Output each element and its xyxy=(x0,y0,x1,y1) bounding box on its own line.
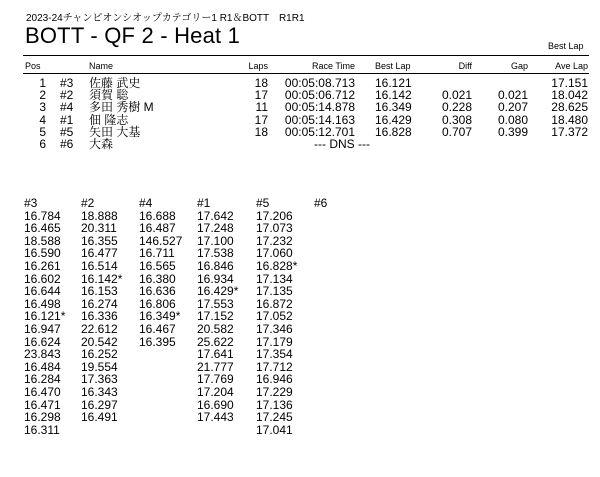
header-diff: Diff xyxy=(458,61,472,71)
row-race-time: --- DNS --- xyxy=(314,137,370,151)
lap-column xyxy=(197,197,238,424)
row-driver-name: 大森 xyxy=(89,137,114,151)
lap-time: 17.354 xyxy=(256,347,293,362)
row-pos: 6 xyxy=(39,137,46,151)
row-car-number: #2 xyxy=(60,88,74,103)
lap-time: 16.343 xyxy=(81,384,118,399)
row-driver-name: 佐藤 武史 xyxy=(89,76,141,90)
lap-time: 16.688 xyxy=(139,208,176,223)
lap-time: 16.590 xyxy=(24,246,61,261)
lap-column-car: #4 xyxy=(139,196,153,210)
header-gap: Gap xyxy=(510,61,528,71)
lap-time: 16.467 xyxy=(139,321,176,336)
lap-time: 16.846 xyxy=(197,258,234,273)
lap-time: 17.136 xyxy=(256,397,293,412)
lap-time: 16.690 xyxy=(197,397,234,412)
lap-time: 16.624 xyxy=(24,334,61,349)
lap-time: 17.346 xyxy=(256,321,293,336)
lap-time: 17.245 xyxy=(256,410,293,425)
lap-time: 17.179 xyxy=(256,334,293,349)
row-diff: 0.228 xyxy=(441,100,472,115)
row-race-time: 00:05:14.878 xyxy=(284,100,355,115)
row-driver-name: 佃 隆志 xyxy=(89,112,129,127)
lap-time: 16.252 xyxy=(81,347,118,362)
lap-time: 16.349* xyxy=(139,309,181,324)
row-pos: 3 xyxy=(39,100,46,115)
lap-time: 16.872 xyxy=(256,296,293,311)
lap-time: 17.641 xyxy=(197,347,234,362)
row-gap: 0.399 xyxy=(497,124,528,139)
lap-column-car: #1 xyxy=(197,196,211,210)
lap-time: 16.644 xyxy=(24,284,61,299)
header-laps: Laps xyxy=(248,61,268,71)
lap-time: 17.073 xyxy=(256,221,293,236)
lap-time: 16.336 xyxy=(81,309,118,324)
row-best-lap: 16.828 xyxy=(375,124,412,139)
lap-time: 22.612 xyxy=(81,321,118,336)
row-diff: 0.308 xyxy=(441,112,472,127)
lap-time: 17.232 xyxy=(256,233,293,248)
lap-time: 16.395 xyxy=(139,334,176,349)
row-car-number: #6 xyxy=(60,137,74,151)
row-laps: 18 xyxy=(254,76,268,90)
lap-column xyxy=(256,197,297,436)
lap-time: 20.582 xyxy=(197,321,234,336)
best-lap-heading: Best Lap xyxy=(548,41,584,51)
row-pos: 5 xyxy=(39,124,46,139)
lap-time: 17.769 xyxy=(197,372,234,387)
lap-time: 16.470 xyxy=(24,384,61,399)
lap-time: 23.843 xyxy=(24,347,61,362)
row-best-lap: 16.349 xyxy=(375,100,412,115)
row-driver-name: 須賀 聡 xyxy=(89,88,129,103)
lap-time: 17.642 xyxy=(197,208,234,223)
lap-time: 16.142* xyxy=(81,271,123,286)
row-race-time: 00:05:08.713 xyxy=(284,76,355,90)
lap-column xyxy=(139,197,182,348)
lap-column xyxy=(24,197,65,436)
lap-time: 17.060 xyxy=(256,246,293,261)
lap-time: 17.134 xyxy=(256,271,293,286)
header-pos: Pos xyxy=(25,61,41,71)
lap-time: 19.554 xyxy=(81,359,118,374)
row-pos: 4 xyxy=(39,112,46,127)
lap-time: 16.484 xyxy=(24,359,61,374)
header-divider xyxy=(23,73,589,74)
row-ave-lap: 18.042 xyxy=(551,88,588,103)
lap-column xyxy=(81,197,122,424)
lap-time: 16.636 xyxy=(139,284,176,299)
row-race-time: 00:05:12.701 xyxy=(284,124,355,139)
lap-time: 16.274 xyxy=(81,296,118,311)
lap-time: 18.588 xyxy=(24,233,61,248)
row-gap: 0.021 xyxy=(497,88,528,103)
title-underline xyxy=(23,55,589,56)
row-driver-name: 矢田 大基 xyxy=(89,124,141,139)
lap-time: 16.121* xyxy=(24,309,66,324)
row-diff: 0.707 xyxy=(441,124,472,139)
lap-time: 16.487 xyxy=(139,221,176,236)
lap-time: 16.261 xyxy=(24,258,61,273)
row-ave-lap: 18.480 xyxy=(551,112,588,127)
lap-time: 16.602 xyxy=(24,271,61,286)
row-gap: 0.207 xyxy=(497,100,528,115)
lap-time: 16.284 xyxy=(24,372,61,387)
header-race-time: Race Time xyxy=(311,61,355,71)
lap-column-car: #3 xyxy=(24,196,38,210)
row-ave-lap: 17.151 xyxy=(551,76,588,90)
lap-time: 17.041 xyxy=(256,422,293,437)
lap-time: 146.527 xyxy=(139,233,183,248)
row-car-number: #5 xyxy=(60,124,74,139)
lap-time: 17.100 xyxy=(197,233,234,248)
lap-time: 20.542 xyxy=(81,334,118,349)
lap-time: 16.565 xyxy=(139,258,176,273)
page-title: BOTT - QF 2 - Heat 1 xyxy=(25,23,241,48)
lap-time: 17.248 xyxy=(197,221,234,236)
lap-time: 16.946 xyxy=(256,372,293,387)
lap-time: 17.152 xyxy=(197,309,234,324)
row-laps: 11 xyxy=(255,100,268,115)
lap-time: 16.947 xyxy=(24,321,61,336)
lap-time: 17.538 xyxy=(197,246,234,261)
lap-time: 17.204 xyxy=(197,384,234,399)
row-ave-lap: 28.625 xyxy=(551,100,588,115)
row-best-lap: 16.121 xyxy=(375,76,412,90)
row-car-number: #1 xyxy=(60,112,74,127)
row-pos: 1 xyxy=(39,76,46,90)
event-subtitle: 2023-24チャンピオンシオップカテゴリー1 R1＆BOTT R1R1 xyxy=(26,13,305,24)
header-ave-lap: Ave Lap xyxy=(555,61,588,71)
lap-time: 17.712 xyxy=(256,359,293,374)
row-best-lap: 16.142 xyxy=(375,88,412,103)
row-pos: 2 xyxy=(39,88,46,103)
lap-time: 16.380 xyxy=(139,271,176,286)
lap-time: 17.553 xyxy=(197,296,234,311)
row-car-number: #4 xyxy=(60,100,74,115)
row-laps: 17 xyxy=(254,88,268,103)
row-diff: 0.021 xyxy=(441,88,472,103)
lap-time: 20.311 xyxy=(81,221,117,236)
lap-time: 21.777 xyxy=(197,359,234,374)
lap-time: 16.429* xyxy=(197,284,239,299)
lap-time: 17.363 xyxy=(81,372,118,387)
lap-time: 17.135 xyxy=(256,284,293,299)
lap-time: 16.471 xyxy=(24,397,61,412)
lap-time: 16.298 xyxy=(24,410,61,425)
lap-time: 18.888 xyxy=(81,208,118,223)
header-name: Name xyxy=(89,61,114,71)
lap-column xyxy=(314,197,327,210)
lap-column-car: #2 xyxy=(81,196,95,210)
lap-time: 17.206 xyxy=(256,208,293,223)
header-best-lap: Best Lap xyxy=(375,61,411,71)
row-laps: 18 xyxy=(254,124,268,139)
lap-time: 16.311 xyxy=(24,422,60,437)
lap-time: 16.514 xyxy=(81,258,118,273)
row-driver-name: 多田 秀樹 M xyxy=(89,100,154,115)
lap-time: 16.477 xyxy=(81,246,118,261)
lap-time: 16.806 xyxy=(139,296,176,311)
row-gap: 0.080 xyxy=(497,112,528,127)
row-best-lap: 16.429 xyxy=(375,112,412,127)
lap-time: 17.052 xyxy=(256,309,293,324)
lap-column-car: #5 xyxy=(256,196,270,210)
lap-time: 16.498 xyxy=(24,296,61,311)
row-race-time: 00:05:14.163 xyxy=(284,112,355,127)
lap-time: 16.297 xyxy=(81,397,118,412)
lap-time: 16.711 xyxy=(139,246,175,261)
row-ave-lap: 17.372 xyxy=(551,124,588,139)
lap-time: 25.622 xyxy=(197,334,234,349)
lap-time: 16.465 xyxy=(24,221,61,236)
lap-time: 16.153 xyxy=(81,284,118,299)
row-laps: 17 xyxy=(254,112,268,127)
lap-time: 16.828* xyxy=(256,258,298,273)
lap-time: 16.491 xyxy=(81,410,118,425)
lap-time: 16.784 xyxy=(24,208,61,223)
lap-time: 17.443 xyxy=(197,410,234,425)
lap-time: 16.934 xyxy=(197,271,234,286)
lap-column-car: #6 xyxy=(314,196,328,210)
row-race-time: 00:05:06.712 xyxy=(284,88,355,103)
lap-time: 17.229 xyxy=(256,384,293,399)
row-car-number: #3 xyxy=(60,76,74,90)
lap-time: 16.355 xyxy=(81,233,118,248)
